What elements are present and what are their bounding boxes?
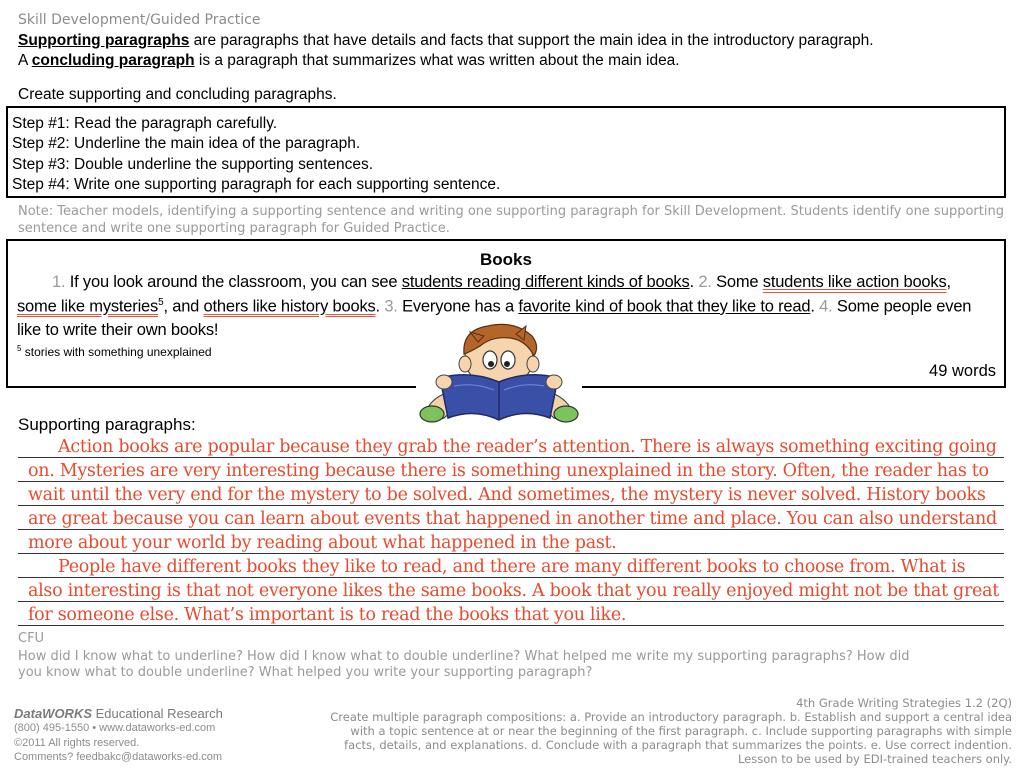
step-4: Step #4: Write one supporting paragraph for each supporting sentence. [12, 176, 501, 193]
standard-text: Lesson to be used by EDI-trained teachers only. [737, 752, 1012, 766]
handwritten-line: more about your world by reading about what happened in the past. [28, 533, 617, 553]
cfu-label: CFU [18, 631, 45, 646]
sentence-text: If you look around the classroom, you can see [65, 273, 402, 291]
standard-title: 4th Grade Writing Strategies 1.2 (2Q) [796, 696, 1012, 710]
main-idea-underline: students reading different kinds of books [401, 273, 690, 291]
word-count: 49 words [929, 362, 996, 380]
sentence-text: Everyone has a [397, 297, 519, 316]
handwritten-line: People have different books they like to read, and there are many different books to choose from. What is [58, 557, 966, 577]
sentence-text: , and [163, 297, 204, 316]
handwritten-line: Action books are popular because they grab the reader’s attention. There is always something exciting going [58, 437, 997, 457]
sentence-number: 4. [814, 297, 833, 316]
standard-text: Create multiple paragraph compositions: a. Provide an introductory paragraph. b. Establish and support a central idea [330, 710, 1012, 724]
footnote-marker: 5 [158, 297, 164, 308]
feedback-email: Comments? feedbakc@dataworks-ed.com [14, 751, 223, 763]
supporting-underline: students like action books [762, 273, 947, 291]
brand-name: DataWORKS [14, 706, 93, 721]
sentence-text: . [375, 297, 380, 316]
writing-line [18, 553, 1004, 554]
section-title: Skill Development/Guided Practice [18, 12, 261, 28]
writing-line [18, 529, 1004, 530]
term-supporting: Supporting paragraphs [18, 32, 190, 49]
sentence-text: Some people even [832, 297, 972, 316]
supporting-underline: others like history books [203, 297, 376, 316]
definition-text: is a paragraph that summarizes what was written about the main idea. [194, 52, 680, 69]
writing-line [18, 505, 1004, 506]
footnote-marker: 5 [17, 344, 22, 353]
handwritten-line: also interesting is that not everyone likes the same books. A book that you really enjoyed might not be that great [28, 581, 999, 601]
footnote-text: stories with something unexplained [21, 345, 212, 359]
handwritten-line: on. Mysteries are very interesting because there is something unexplained in the story. Often, the reader has to [28, 461, 989, 481]
passage-line-1 [52, 273, 951, 292]
passage-title: Books [480, 250, 532, 269]
writing-line [18, 625, 1004, 626]
phone-website: (800) 495-1550 • www.dataworks-ed.com [14, 722, 216, 734]
standard-text: with a topic sentence at or near the beginning of the first paragraph. c. Include supporting paragraphs with simple [350, 724, 1012, 738]
writing-line [18, 577, 1004, 578]
footnote [17, 344, 212, 359]
passage-line-2 [17, 297, 971, 317]
instruction: Create supporting and concluding paragraphs. [18, 86, 337, 103]
definition-prefix: A [18, 52, 32, 69]
handwritten-line: wait until the very end for the mystery to be solved. And sometimes, the mystery is never solved. History books [28, 485, 986, 505]
definition-concluding [18, 52, 680, 70]
handwritten-line: for someone else. What’s important is to read the books that you like. [28, 605, 627, 625]
sentence-underline: favorite kind of book that they like to read [518, 297, 811, 316]
term-concluding: concluding paragraph [31, 52, 195, 69]
writing-line [18, 481, 1004, 482]
standard-text: facts, details, and explanations. d. Conclude with a paragraph that summarizes the points. e. Use correct indention. [344, 738, 1012, 752]
definition-text: are paragraphs that have details and facts that support the main idea in the introductory paragraph. [189, 32, 874, 49]
writing-line [18, 457, 1004, 458]
sentence-number: 2. [693, 273, 712, 291]
step-3: Step #3: Double underline the supporting sentences. [12, 156, 374, 173]
writing-line [18, 601, 1004, 602]
definition-supporting [18, 32, 874, 50]
dataworks-logo [14, 706, 223, 721]
supporting-underline: some like mysteries [17, 297, 159, 316]
teacher-note: Note: Teacher models, identifying a supporting sentence and writing one supporting paragraph for Skill Development. Students identify one supporting sentence and write one supporting paragraph for Guided Practice. [18, 204, 1004, 236]
brand-subtitle: Educational Research [92, 706, 223, 721]
step-2: Step #2: Underline the main idea of the paragraph. [12, 135, 361, 152]
sentence-text: . [689, 273, 694, 291]
passage-line-3: like to write their own books! [17, 321, 219, 339]
step-1: Step #1: Read the paragraph carefully. [12, 115, 278, 132]
sentence-text: , [946, 273, 951, 291]
box-border [6, 386, 416, 388]
supporting-label: Supporting paragraphs: [18, 415, 196, 434]
sentence-text: . [810, 297, 815, 316]
box-border [582, 386, 1006, 388]
handwritten-line: are great because you can learn about events that happened in another time and place. You can also understand [28, 509, 997, 529]
cfu-question: you know what to double underline? What helped you write your supporting paragraph? [18, 665, 593, 680]
sentence-number: 1. [52, 273, 66, 291]
cfu-question: How did I know what to underline? How did I know what to double underline? What helped me write my supporting paragraphs? How did [18, 649, 910, 664]
boy-reading-book-icon [418, 322, 580, 430]
copyright: ©2011 All rights reserved. [14, 737, 140, 749]
sentence-text: Some [711, 273, 763, 291]
sentence-number: 3. [379, 297, 398, 316]
